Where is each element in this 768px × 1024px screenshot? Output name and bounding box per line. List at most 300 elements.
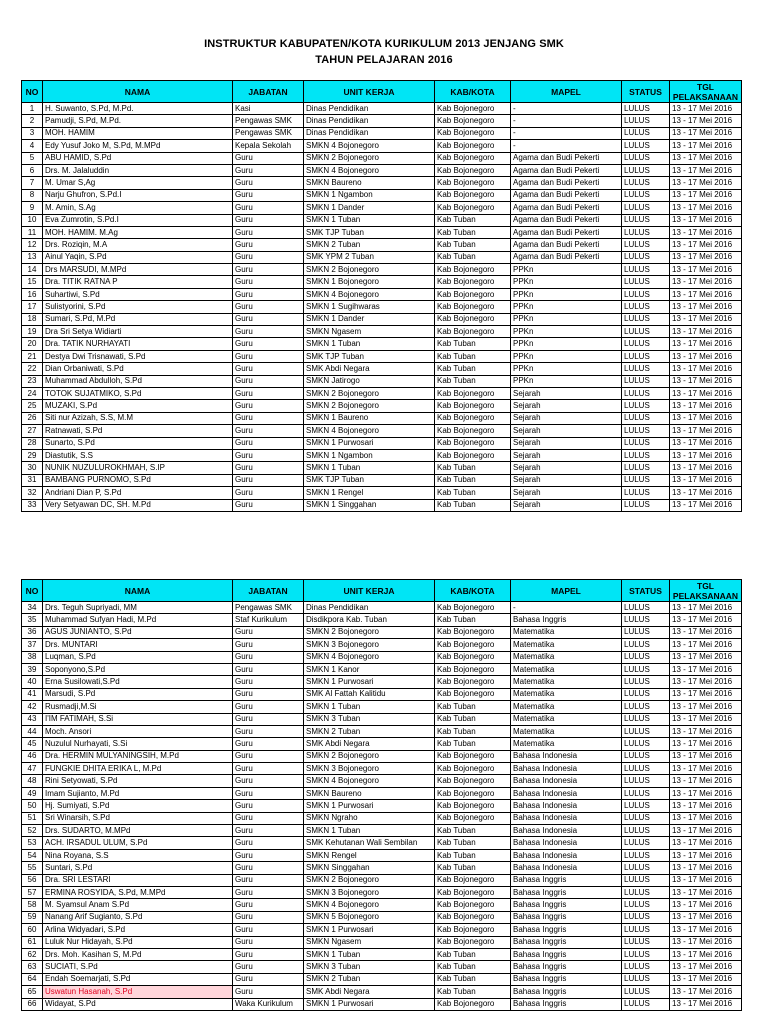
cell-kab-kota: Kab Bojonegoro — [435, 202, 511, 214]
cell-mapel: Bahasa Indonesia — [511, 812, 622, 824]
cell-status: LULUS — [622, 713, 670, 725]
col-header-tgl-pelaksanaan: TGL PELAKSANAAN — [670, 81, 742, 103]
cell-kab-kota: Kab Bojonegoro — [435, 276, 511, 288]
cell-kab-kota: Kab Tuban — [435, 961, 511, 973]
cell-kab-kota: Kab Tuban — [435, 462, 511, 474]
cell-kab-kota: Kab Bojonegoro — [435, 998, 511, 1010]
cell-mapel: Matematika — [511, 738, 622, 750]
cell-nama: Drs. MUNTARI — [43, 639, 233, 651]
cell-jabatan: Guru — [233, 226, 304, 238]
cell-status: LULUS — [622, 663, 670, 675]
cell-tgl-pelaksanaan: 13 - 17 Mei 2016 — [670, 626, 742, 638]
cell-status: LULUS — [622, 602, 670, 614]
cell-unit-kerja: SMKN 2 Bojonegoro — [304, 400, 435, 412]
table-row — [22, 276, 742, 288]
cell-kab-kota: Kab Bojonegoro — [435, 639, 511, 651]
table-row — [22, 375, 742, 387]
cell-nama: Dra. HERMIN MULYANINGSIH, M.Pd — [43, 750, 233, 762]
cell-kab-kota: Kab Bojonegoro — [435, 626, 511, 638]
cell-jabatan: Guru — [233, 164, 304, 176]
cell-unit-kerja: SMKN 3 Bojonegoro — [304, 886, 435, 898]
cell-jabatan: Guru — [233, 750, 304, 762]
cell-no: 24 — [22, 387, 43, 399]
cell-tgl-pelaksanaan: 13 - 17 Mei 2016 — [670, 412, 742, 424]
cell-nama: Narju Ghufron, S.Pd.I — [43, 189, 233, 201]
cell-mapel: PPKn — [511, 363, 622, 375]
cell-mapel: Matematika — [511, 663, 622, 675]
cell-nama: Nina Royana, S.S — [43, 849, 233, 861]
cell-unit-kerja: SMKN 2 Bojonegoro — [304, 264, 435, 276]
cell-jabatan: Guru — [233, 412, 304, 424]
cell-nama: SUCIATI, S.Pd — [43, 961, 233, 973]
cell-status: LULUS — [622, 251, 670, 263]
cell-kab-kota: Kab Bojonegoro — [435, 400, 511, 412]
cell-no: 2 — [22, 115, 43, 127]
cell-status: LULUS — [622, 214, 670, 226]
cell-mapel: Agama dan Budi Pekerti — [511, 251, 622, 263]
cell-jabatan: Guru — [233, 264, 304, 276]
cell-mapel: Matematika — [511, 713, 622, 725]
table-row — [22, 874, 742, 886]
cell-mapel: Agama dan Budi Pekerti — [511, 226, 622, 238]
table-row — [22, 676, 742, 688]
cell-jabatan: Guru — [233, 676, 304, 688]
cell-jabatan: Guru — [233, 701, 304, 713]
cell-nama: Muhammad Abdulloh, S.Pd — [43, 375, 233, 387]
cell-jabatan: Guru — [233, 313, 304, 325]
col-header-status: STATUS — [622, 81, 670, 103]
cell-no: 4 — [22, 140, 43, 152]
cell-status: LULUS — [622, 973, 670, 985]
table-row — [22, 164, 742, 176]
cell-unit-kerja: SMKN 1 Purwosari — [304, 924, 435, 936]
table-row — [22, 363, 742, 375]
cell-no: 57 — [22, 886, 43, 898]
table-row — [22, 152, 742, 164]
cell-jabatan: Guru — [233, 973, 304, 985]
cell-tgl-pelaksanaan: 13 - 17 Mei 2016 — [670, 961, 742, 973]
cell-status: LULUS — [622, 239, 670, 251]
cell-tgl-pelaksanaan: 13 - 17 Mei 2016 — [670, 189, 742, 201]
cell-kab-kota: Kab Bojonegoro — [435, 663, 511, 675]
cell-no: 51 — [22, 812, 43, 824]
col-header-nama: NAMA — [43, 81, 233, 103]
cell-jabatan: Kepala Sekolah — [233, 140, 304, 152]
cell-nama: FUNGKIE DHITA ERIKA L, M.Pd — [43, 763, 233, 775]
cell-tgl-pelaksanaan: 13 - 17 Mei 2016 — [670, 288, 742, 300]
cell-nama: MOH. HAMIM. M.Ag — [43, 226, 233, 238]
cell-tgl-pelaksanaan: 13 - 17 Mei 2016 — [670, 338, 742, 350]
cell-no: 19 — [22, 326, 43, 338]
cell-no: 13 — [22, 251, 43, 263]
cell-status: LULUS — [622, 115, 670, 127]
cell-status: LULUS — [622, 948, 670, 960]
table-row — [22, 462, 742, 474]
table-row — [22, 301, 742, 313]
cell-jabatan: Guru — [233, 375, 304, 387]
cell-kab-kota: Kab Bojonegoro — [435, 775, 511, 787]
cell-status: LULUS — [622, 986, 670, 998]
cell-no: 27 — [22, 425, 43, 437]
cell-mapel: PPKn — [511, 313, 622, 325]
table-row — [22, 499, 742, 511]
cell-nama: Nuzulul Nurhayati, S.Si — [43, 738, 233, 750]
cell-tgl-pelaksanaan: 13 - 17 Mei 2016 — [670, 177, 742, 189]
cell-tgl-pelaksanaan: 13 - 17 Mei 2016 — [670, 425, 742, 437]
cell-jabatan: Guru — [233, 775, 304, 787]
cell-unit-kerja: SMK Abdi Negara — [304, 363, 435, 375]
cell-no: 42 — [22, 701, 43, 713]
table-row — [22, 725, 742, 737]
cell-no: 61 — [22, 936, 43, 948]
cell-nama: Sri Winarsih, S.Pd — [43, 812, 233, 824]
cell-jabatan: Guru — [233, 338, 304, 350]
table-row — [22, 437, 742, 449]
cell-status: LULUS — [622, 164, 670, 176]
cell-tgl-pelaksanaan: 13 - 17 Mei 2016 — [670, 474, 742, 486]
cell-tgl-pelaksanaan: 13 - 17 Mei 2016 — [670, 127, 742, 139]
cell-mapel: PPKn — [511, 288, 622, 300]
table-row — [22, 924, 742, 936]
table-row — [22, 400, 742, 412]
cell-jabatan: Guru — [233, 350, 304, 362]
cell-status: LULUS — [622, 787, 670, 799]
cell-no: 52 — [22, 825, 43, 837]
cell-tgl-pelaksanaan: 13 - 17 Mei 2016 — [670, 202, 742, 214]
cell-no: 58 — [22, 899, 43, 911]
cell-mapel: Bahasa Indonesia — [511, 862, 622, 874]
cell-mapel: Bahasa Inggris — [511, 986, 622, 998]
cell-nama: Luluk Nur Hidayah, S.Pd — [43, 936, 233, 948]
cell-kab-kota: Kab Bojonegoro — [435, 800, 511, 812]
cell-unit-kerja: SMKN 1 Sugihwaras — [304, 301, 435, 313]
cell-status: LULUS — [622, 763, 670, 775]
cell-jabatan: Guru — [233, 189, 304, 201]
cell-jabatan: Guru — [233, 239, 304, 251]
cell-unit-kerja: SMKN 4 Bojonegoro — [304, 775, 435, 787]
cell-nama: MUZAKI, S.Pd — [43, 400, 233, 412]
cell-tgl-pelaksanaan: 13 - 17 Mei 2016 — [670, 775, 742, 787]
cell-jabatan: Guru — [233, 899, 304, 911]
cell-no: 32 — [22, 487, 43, 499]
cell-nama: Muhammad Sufyan Hadi, M.Pd — [43, 614, 233, 626]
cell-jabatan: Guru — [233, 924, 304, 936]
cell-no: 23 — [22, 375, 43, 387]
cell-jabatan: Guru — [233, 961, 304, 973]
cell-unit-kerja: SMKN 2 Bojonegoro — [304, 387, 435, 399]
cell-nama: Andriani Dian P, S.Pd — [43, 487, 233, 499]
cell-no: 50 — [22, 800, 43, 812]
cell-unit-kerja: SMK Abdi Negara — [304, 738, 435, 750]
cell-jabatan: Kasi — [233, 103, 304, 115]
table-row — [22, 936, 742, 948]
table-row — [22, 663, 742, 675]
col-header-kab-kota: KAB/KOTA — [435, 580, 511, 602]
table-row — [22, 787, 742, 799]
cell-jabatan: Guru — [233, 326, 304, 338]
cell-status: LULUS — [622, 474, 670, 486]
col-header-mapel: MAPEL — [511, 81, 622, 103]
cell-mapel: - — [511, 127, 622, 139]
cell-no: 45 — [22, 738, 43, 750]
table-row — [22, 837, 742, 849]
cell-mapel: PPKn — [511, 375, 622, 387]
cell-tgl-pelaksanaan: 13 - 17 Mei 2016 — [670, 363, 742, 375]
cell-jabatan: Guru — [233, 725, 304, 737]
cell-mapel: Agama dan Budi Pekerti — [511, 214, 622, 226]
cell-tgl-pelaksanaan: 13 - 17 Mei 2016 — [670, 911, 742, 923]
cell-unit-kerja: SMKN 2 Bojonegoro — [304, 152, 435, 164]
cell-jabatan: Staf Kurikulum — [233, 614, 304, 626]
table-row — [22, 288, 742, 300]
cell-mapel: Agama dan Budi Pekerti — [511, 164, 622, 176]
cell-mapel: Bahasa Inggris — [511, 973, 622, 985]
cell-no: 59 — [22, 911, 43, 923]
cell-mapel: Matematika — [511, 701, 622, 713]
cell-mapel: Agama dan Budi Pekerti — [511, 189, 622, 201]
cell-kab-kota: Kab Bojonegoro — [435, 177, 511, 189]
cell-unit-kerja: SMKN 1 Ngambon — [304, 449, 435, 461]
table-row — [22, 849, 742, 861]
cell-jabatan: Guru — [233, 425, 304, 437]
cell-unit-kerja: SMKN 1 Dander — [304, 313, 435, 325]
cell-kab-kota: Kab Tuban — [435, 849, 511, 861]
cell-unit-kerja: SMKN 1 Purwosari — [304, 800, 435, 812]
cell-nama: Widayat, S.Pd — [43, 998, 233, 1010]
cell-kab-kota: Kab Bojonegoro — [435, 899, 511, 911]
cell-status: LULUS — [622, 626, 670, 638]
cell-jabatan: Guru — [233, 713, 304, 725]
cell-jabatan: Guru — [233, 837, 304, 849]
cell-jabatan: Guru — [233, 651, 304, 663]
table-row — [22, 948, 742, 960]
cell-tgl-pelaksanaan: 13 - 17 Mei 2016 — [670, 214, 742, 226]
cell-kab-kota: Kab Bojonegoro — [435, 115, 511, 127]
cell-mapel: Sejarah — [511, 499, 622, 511]
table-row — [22, 103, 742, 115]
cell-unit-kerja: SMKN 1 Bojonegoro — [304, 276, 435, 288]
table-row — [22, 899, 742, 911]
cell-tgl-pelaksanaan: 13 - 17 Mei 2016 — [670, 639, 742, 651]
cell-no: 8 — [22, 189, 43, 201]
cell-tgl-pelaksanaan: 13 - 17 Mei 2016 — [670, 701, 742, 713]
cell-nama: Sunarto, S.Pd — [43, 437, 233, 449]
cell-unit-kerja: SMKN 5 Bojonegoro — [304, 911, 435, 923]
cell-kab-kota: Kab Tuban — [435, 239, 511, 251]
cell-tgl-pelaksanaan: 13 - 17 Mei 2016 — [670, 837, 742, 849]
cell-kab-kota: Kab Bojonegoro — [435, 812, 511, 824]
cell-nama: Ainul Yaqin, S.Pd — [43, 251, 233, 263]
table-row — [22, 998, 742, 1010]
cell-mapel: Bahasa Indonesia — [511, 800, 622, 812]
cell-tgl-pelaksanaan: 13 - 17 Mei 2016 — [670, 226, 742, 238]
table-row — [22, 886, 742, 898]
col-header-no: NO — [22, 580, 43, 602]
cell-jabatan: Pengawas SMK — [233, 602, 304, 614]
cell-nama: Dian Orbaniwati, S.Pd — [43, 363, 233, 375]
cell-mapel: PPKn — [511, 326, 622, 338]
cell-nama: AGUS JUNIANTO, S.Pd — [43, 626, 233, 638]
cell-kab-kota: Kab Bojonegoro — [435, 152, 511, 164]
cell-no: 34 — [22, 602, 43, 614]
cell-no: 6 — [22, 164, 43, 176]
table-row — [22, 387, 742, 399]
cell-jabatan: Pengawas SMK — [233, 115, 304, 127]
cell-status: LULUS — [622, 264, 670, 276]
cell-no: 40 — [22, 676, 43, 688]
cell-mapel: Bahasa Inggris — [511, 936, 622, 948]
cell-tgl-pelaksanaan: 13 - 17 Mei 2016 — [670, 264, 742, 276]
cell-nama: Ratnawati, S.Pd — [43, 425, 233, 437]
cell-no: 37 — [22, 639, 43, 651]
cell-no: 30 — [22, 462, 43, 474]
table-row — [22, 177, 742, 189]
cell-kab-kota: Kab Tuban — [435, 614, 511, 626]
cell-jabatan: Guru — [233, 862, 304, 874]
cell-status: LULUS — [622, 614, 670, 626]
cell-kab-kota: Kab Tuban — [435, 713, 511, 725]
cell-mapel: - — [511, 602, 622, 614]
cell-tgl-pelaksanaan: 13 - 17 Mei 2016 — [670, 825, 742, 837]
cell-status: LULUS — [622, 363, 670, 375]
cell-unit-kerja: SMK Kehutanan Wali Sembilan — [304, 837, 435, 849]
cell-kab-kota: Kab Bojonegoro — [435, 425, 511, 437]
cell-status: LULUS — [622, 874, 670, 886]
cell-jabatan: Waka Kurikulum — [233, 998, 304, 1010]
cell-unit-kerja: SMKN 2 Tuban — [304, 725, 435, 737]
cell-no: 7 — [22, 177, 43, 189]
cell-unit-kerja: SMKN 1 Purwosari — [304, 998, 435, 1010]
cell-no: 47 — [22, 763, 43, 775]
cell-mapel: Bahasa Inggris — [511, 924, 622, 936]
table-header-row — [22, 580, 742, 602]
cell-unit-kerja: SMKN 1 Tuban — [304, 214, 435, 226]
cell-unit-kerja: SMKN 1 Tuban — [304, 338, 435, 350]
table-row — [22, 474, 742, 486]
table-row — [22, 338, 742, 350]
cell-tgl-pelaksanaan: 13 - 17 Mei 2016 — [670, 725, 742, 737]
cell-no: 10 — [22, 214, 43, 226]
table-row — [22, 800, 742, 812]
cell-mapel: - — [511, 103, 622, 115]
cell-status: LULUS — [622, 177, 670, 189]
cell-kab-kota: Kab Bojonegoro — [435, 127, 511, 139]
cell-mapel: Bahasa Indonesia — [511, 763, 622, 775]
cell-nama: Marsudi, S.Pd — [43, 688, 233, 700]
cell-mapel: Bahasa Indonesia — [511, 750, 622, 762]
cell-no: 15 — [22, 276, 43, 288]
table-row — [22, 701, 742, 713]
cell-nama: MOH. HAMIM — [43, 127, 233, 139]
cell-no: 66 — [22, 998, 43, 1010]
cell-jabatan: Guru — [233, 663, 304, 675]
cell-nama: NUNIK NUZULUROKHMAH, S.IP — [43, 462, 233, 474]
table-row — [22, 911, 742, 923]
cell-kab-kota: Kab Tuban — [435, 701, 511, 713]
cell-status: LULUS — [622, 998, 670, 1010]
cell-kab-kota: Kab Bojonegoro — [435, 164, 511, 176]
cell-status: LULUS — [622, 202, 670, 214]
cell-mapel: Matematika — [511, 688, 622, 700]
cell-tgl-pelaksanaan: 13 - 17 Mei 2016 — [670, 164, 742, 176]
cell-tgl-pelaksanaan: 13 - 17 Mei 2016 — [670, 499, 742, 511]
cell-kab-kota: Kab Tuban — [435, 487, 511, 499]
cell-no: 39 — [22, 663, 43, 675]
cell-no: 11 — [22, 226, 43, 238]
cell-no: 3 — [22, 127, 43, 139]
cell-jabatan: Guru — [233, 400, 304, 412]
cell-unit-kerja: Dinas Pendidikan — [304, 602, 435, 614]
cell-tgl-pelaksanaan: 13 - 17 Mei 2016 — [670, 387, 742, 399]
cell-jabatan: Guru — [233, 800, 304, 812]
cell-tgl-pelaksanaan: 13 - 17 Mei 2016 — [670, 350, 742, 362]
cell-no: 54 — [22, 849, 43, 861]
cell-nama: Diastutik, S.S — [43, 449, 233, 461]
cell-mapel: Bahasa Inggris — [511, 886, 622, 898]
cell-no: 49 — [22, 787, 43, 799]
cell-tgl-pelaksanaan: 13 - 17 Mei 2016 — [670, 239, 742, 251]
cell-jabatan: Guru — [233, 449, 304, 461]
cell-jabatan: Guru — [233, 886, 304, 898]
cell-status: LULUS — [622, 326, 670, 338]
cell-no: 43 — [22, 713, 43, 725]
cell-mapel: Bahasa Indonesia — [511, 787, 622, 799]
table-header-row — [22, 81, 742, 103]
cell-mapel: Bahasa Inggris — [511, 998, 622, 1010]
cell-kab-kota: Kab Bojonegoro — [435, 688, 511, 700]
table-row — [22, 326, 742, 338]
table-row — [22, 961, 742, 973]
cell-kab-kota: Kab Bojonegoro — [435, 103, 511, 115]
cell-kab-kota: Kab Bojonegoro — [435, 264, 511, 276]
table-row — [22, 651, 742, 663]
cell-status: LULUS — [622, 800, 670, 812]
cell-jabatan: Guru — [233, 288, 304, 300]
cell-tgl-pelaksanaan: 13 - 17 Mei 2016 — [670, 437, 742, 449]
cell-kab-kota: Kab Tuban — [435, 862, 511, 874]
cell-nama: Very Setyawan DC, SH. M.Pd — [43, 499, 233, 511]
cell-unit-kerja: SMK TJP Tuban — [304, 350, 435, 362]
cell-jabatan: Guru — [233, 626, 304, 638]
col-header-kab-kota: KAB/KOTA — [435, 81, 511, 103]
cell-nama: Drs. M. Jalaluddin — [43, 164, 233, 176]
cell-tgl-pelaksanaan: 13 - 17 Mei 2016 — [670, 924, 742, 936]
cell-status: LULUS — [622, 911, 670, 923]
cell-nama: Destya Dwi Trisnawati, S.Pd — [43, 350, 233, 362]
cell-nama: Drs. SUDARTO, M.MPd — [43, 825, 233, 837]
cell-no: 20 — [22, 338, 43, 350]
cell-status: LULUS — [622, 688, 670, 700]
cell-status: LULUS — [622, 701, 670, 713]
cell-tgl-pelaksanaan: 13 - 17 Mei 2016 — [670, 812, 742, 824]
instructor-table-1 — [21, 80, 742, 512]
cell-unit-kerja: SMK Abdi Negara — [304, 986, 435, 998]
cell-unit-kerja: SMKN Baureno — [304, 787, 435, 799]
cell-kab-kota: Kab Bojonegoro — [435, 189, 511, 201]
cell-kab-kota: Kab Tuban — [435, 725, 511, 737]
cell-tgl-pelaksanaan: 13 - 17 Mei 2016 — [670, 899, 742, 911]
cell-jabatan: Guru — [233, 363, 304, 375]
cell-tgl-pelaksanaan: 13 - 17 Mei 2016 — [670, 614, 742, 626]
cell-status: LULUS — [622, 775, 670, 787]
cell-kab-kota: Kab Tuban — [435, 350, 511, 362]
table-row — [22, 313, 742, 325]
table-row — [22, 812, 742, 824]
table-row — [22, 688, 742, 700]
cell-mapel: Sejarah — [511, 387, 622, 399]
cell-unit-kerja: SMKN 4 Bojonegoro — [304, 651, 435, 663]
cell-unit-kerja: SMKN 4 Bojonegoro — [304, 899, 435, 911]
